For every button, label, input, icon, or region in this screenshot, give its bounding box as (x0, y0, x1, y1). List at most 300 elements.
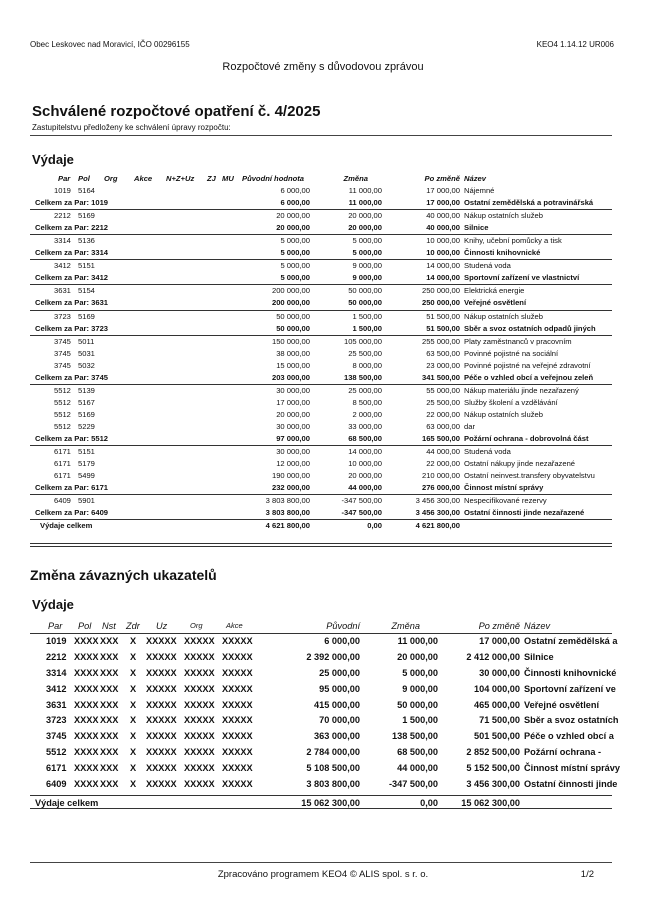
cell-name: Ostatní nákupy jinde nezařazené (464, 459, 576, 469)
cell-after: 63 000,00 (426, 421, 460, 431)
cell-pol: 5179 (78, 459, 95, 469)
cell-pol: XXXX (74, 699, 99, 710)
cell-original: 5 000,00 (280, 273, 310, 283)
document-title: Rozpočtové změny s důvodovou zprávou (222, 61, 424, 73)
cell-pol: 5032 (78, 360, 95, 370)
cell-nst: XXX (100, 667, 119, 678)
cell-pol: 5154 (78, 286, 95, 296)
total-original: 4 621 800,00 (265, 521, 310, 531)
col-header-puvodni: Původní (326, 621, 360, 631)
cell-change: 68 500,00 (397, 747, 438, 758)
cell-name: Povinné pojistné na sociální (464, 348, 559, 358)
table-subtotal-row (30, 272, 612, 284)
cell-par: 5512 (54, 409, 71, 419)
table-row (30, 360, 612, 372)
cell-org: XXXXX (184, 683, 215, 694)
col-header-org: Org (190, 621, 203, 630)
cell-after: 250 000,00 (421, 298, 460, 308)
cell-change: 138 500,00 (343, 372, 382, 382)
col-header-puvodni: Původní hodnota (242, 174, 305, 183)
cell-after: 40 000,00 (426, 211, 460, 221)
cell-after: 17 000,00 (479, 636, 520, 646)
col-header-zmena: Změna (343, 174, 368, 183)
cell-zdr: X (130, 779, 137, 790)
cell-pol: 5169 (78, 311, 95, 321)
cell-change: 8 000,00 (352, 360, 382, 370)
cell-uz: XXXXX (146, 715, 177, 726)
section-title-vydaje: Výdaje (32, 152, 74, 167)
cell-original: 38 000,00 (276, 348, 310, 358)
cell-subtotal-label: Celkem za Par: 3631 (35, 298, 109, 308)
cell-pol: XXXX (74, 667, 99, 678)
cell-uz: XXXXX (146, 651, 177, 662)
cell-nst: XXX (100, 747, 119, 758)
cell-after: 465 000,00 (474, 699, 520, 710)
cell-name: Veřejné osvětlení (464, 298, 527, 308)
cell-original: 363 000,00 (314, 731, 360, 742)
cell-after: 104 000,00 (474, 683, 520, 694)
table-row (30, 745, 612, 761)
cell-name: Silnice (524, 651, 554, 662)
cell-original: 2 392 000,00 (306, 651, 360, 662)
cell-after: 63 500,00 (426, 348, 460, 358)
cell-zdr: X (130, 763, 137, 774)
cell-pol: 5151 (78, 261, 95, 271)
table-row (30, 348, 612, 360)
table-row (30, 458, 612, 470)
cell-after: 51 500,00 (426, 311, 460, 321)
cell-change: 50 000,00 (397, 699, 438, 710)
cell-name: Činnost místní správy (464, 483, 544, 493)
cell-after: 14 000,00 (426, 261, 460, 271)
cell-change: 20 000,00 (348, 211, 382, 221)
col-header-par: Par (48, 621, 63, 631)
cell-after: 341 500,00 (421, 372, 460, 382)
table-subtotal-row (30, 433, 612, 445)
cell-after: 14 000,00 (426, 273, 460, 283)
cell-change: 1 500,00 (402, 715, 438, 726)
table-row (30, 682, 616, 698)
cell-subtotal-label: Celkem za Par: 6171 (35, 483, 109, 493)
cell-original: 2 784 000,00 (306, 747, 360, 758)
total-change: 0,00 (367, 521, 382, 531)
col-header-nst: Nst (102, 621, 116, 631)
cell-name: Nákup ostatních služeb (464, 211, 543, 221)
table-row (30, 409, 612, 421)
cell-after: 255 000,00 (421, 336, 460, 346)
cell-par: 1019 (54, 186, 71, 196)
cell-original: 6 000,00 (280, 198, 310, 208)
cell-original: 3 803 800,00 (265, 496, 310, 506)
cell-original: 20 000,00 (276, 211, 310, 221)
cell-pol: XXXX (74, 715, 99, 726)
cell-change: 105 000,00 (343, 336, 382, 346)
cell-after: 276 000,00 (421, 483, 460, 493)
table-body (30, 634, 620, 793)
cell-pol: 5031 (78, 348, 95, 358)
cell-after: 10 000,00 (426, 248, 460, 258)
cell-par: 6409 (46, 779, 67, 790)
cell-org: XXXXX (184, 651, 215, 662)
table-row (30, 397, 612, 409)
cell-akce: XXXXX (222, 763, 253, 774)
cell-name: Ostatní neinvest.transfery obyvatelstvu (464, 471, 595, 481)
table-row (30, 470, 612, 482)
cell-change: 9 000,00 (402, 683, 438, 694)
cell-change: 44 000,00 (348, 483, 382, 493)
cell-par: 3745 (54, 360, 71, 370)
cell-name: Veřejné osvětlení (524, 699, 600, 710)
cell-uz: XXXXX (146, 747, 177, 758)
cell-change: 33 000,00 (348, 421, 382, 431)
col-header-nzuz: N+Z+Uz (166, 174, 195, 183)
opatreni-title: Schválené rozpočtové opatření č. 4/2025 (32, 103, 321, 120)
cell-after: 22 000,00 (426, 409, 460, 419)
cell-subtotal-label: Celkem za Par: 3723 (35, 323, 109, 333)
cell-subtotal-label: Celkem za Par: 6409 (35, 508, 109, 518)
cell-zdr: X (130, 683, 137, 694)
table-body (30, 185, 612, 519)
cell-name: Elektrická energie (464, 286, 525, 296)
cell-change: 8 500,00 (352, 397, 382, 407)
table-row (30, 777, 618, 793)
col-header-po-zmene: Po změně (478, 621, 520, 631)
table-row (30, 209, 612, 222)
cell-name: Služby školení a vzdělávání (464, 397, 558, 407)
cell-pol: 5901 (78, 496, 95, 506)
cell-name: Nákup ostatních služeb (464, 311, 543, 321)
cell-org: XXXXX (184, 715, 215, 726)
col-header-org: Org (104, 174, 118, 183)
cell-original: 190 000,00 (271, 471, 310, 481)
cell-after: 51 500,00 (426, 323, 460, 333)
cell-par: 6171 (54, 459, 71, 469)
cell-zdr: X (130, 699, 137, 710)
cell-original: 70 000,00 (319, 715, 360, 726)
cell-uz: XXXXX (146, 699, 177, 710)
cell-pol: XXXX (74, 651, 99, 662)
cell-subtotal-label: Celkem za Par: 3314 (35, 248, 109, 258)
table-row (30, 185, 612, 197)
cell-akce: XXXXX (222, 747, 253, 758)
cell-pol: 5164 (78, 186, 95, 196)
cell-original: 30 000,00 (276, 447, 310, 457)
cell-original: 30 000,00 (276, 421, 310, 431)
cell-change: 50 000,00 (348, 286, 382, 296)
cell-name: Ostatní zemědělská a potravinářská (464, 198, 594, 208)
cell-par: 3745 (54, 348, 71, 358)
cell-change: -347 500,00 (388, 779, 438, 790)
cell-pol: 5169 (78, 211, 95, 221)
cell-original: 50 000,00 (276, 323, 310, 333)
cell-akce: XXXXX (222, 731, 253, 742)
col-header-mu: MU (222, 174, 234, 183)
cell-name: Sportovní zařízení ve (524, 683, 616, 694)
cell-name: Sběr a svoz ostatních odpadů jiných (464, 323, 596, 333)
cell-subtotal-label: Celkem za Par: 1019 (35, 198, 109, 208)
cell-par: 3723 (54, 311, 71, 321)
col-header-zj: ZJ (207, 174, 216, 183)
cell-org: XXXXX (184, 731, 215, 742)
cell-zdr: X (130, 715, 137, 726)
cell-name: Požární ochrana - (524, 747, 602, 758)
divider (30, 546, 612, 547)
cell-par: 6171 (46, 763, 67, 774)
cell-name: Ostatní zemědělská a (524, 636, 618, 646)
table-row (30, 259, 612, 272)
cell-original: 5 000,00 (280, 236, 310, 246)
cell-org: XXXXX (184, 747, 215, 758)
cell-org: XXXXX (184, 779, 215, 790)
cell-change: 5 000,00 (402, 667, 438, 678)
cell-uz: XXXXX (146, 763, 177, 774)
cell-after: 2 412 000,00 (466, 651, 520, 662)
cell-name: Péče o vzhled obcí a (524, 731, 614, 742)
cell-after: 3 456 300,00 (466, 779, 520, 790)
cell-after: 40 000,00 (426, 223, 460, 233)
page-number: 1/2 (580, 869, 594, 880)
cell-change: 5 000,00 (352, 236, 382, 246)
cell-name: Sběr a svoz ostatních (524, 715, 619, 726)
cell-subtotal-label: Celkem za Par: 3412 (35, 273, 109, 283)
cell-after: 55 000,00 (426, 385, 460, 395)
divider (30, 543, 612, 544)
cell-after: 501 500,00 (474, 731, 520, 742)
cell-par: 3631 (46, 699, 67, 710)
table-row (30, 729, 612, 745)
cell-after: 210 000,00 (421, 471, 460, 481)
cell-after: 22 000,00 (426, 459, 460, 469)
cell-org: XXXXX (184, 636, 215, 646)
cell-nst: XXX (100, 651, 119, 662)
cell-pol: 5169 (78, 409, 95, 419)
divider (30, 808, 612, 809)
cell-name: Ostatní činnosti jinde nezařazené (464, 508, 585, 518)
table-total-row (30, 795, 612, 812)
cell-subtotal-label: Celkem za Par: 3745 (35, 372, 109, 382)
cell-akce: XXXXX (222, 683, 253, 694)
cell-nst: XXX (100, 683, 119, 694)
cell-original: 97 000,00 (276, 433, 310, 443)
total-after: 15 062 300,00 (461, 797, 520, 808)
cell-original: 150 000,00 (271, 336, 310, 346)
cell-after: 17 000,00 (426, 198, 460, 208)
divider (30, 862, 612, 863)
cell-pol: XXXX (74, 683, 99, 694)
cell-par: 3314 (46, 667, 67, 678)
cell-par: 5512 (54, 385, 71, 395)
cell-par: 3314 (54, 236, 71, 246)
opatreni-table (30, 173, 612, 532)
cell-change: 20 000,00 (348, 471, 382, 481)
table-subtotal-row (30, 372, 612, 384)
table-row (30, 445, 612, 458)
cell-original: 3 803 800,00 (306, 779, 360, 790)
table-total-row (30, 519, 612, 532)
ukazatele-title: Změna závazných ukazatelů (30, 567, 217, 583)
cell-zdr: X (130, 747, 137, 758)
cell-name: Sportovní zařízení ve vlastnictví (464, 273, 580, 283)
table-header (30, 173, 612, 185)
cell-zdr: X (130, 651, 137, 662)
cell-par: 5512 (54, 397, 71, 407)
cell-original: 95 000,00 (319, 683, 360, 694)
total-label: Výdaje celkem (35, 797, 99, 808)
cell-nst: XXX (100, 636, 119, 646)
col-header-pol: Pol (78, 621, 92, 631)
cell-pol: XXXX (74, 636, 99, 646)
cell-change: 25 000,00 (348, 385, 382, 395)
cell-pol: XXXX (74, 747, 99, 758)
cell-pol: 5151 (78, 447, 95, 457)
cell-zdr: X (130, 636, 137, 646)
cell-uz: XXXXX (146, 683, 177, 694)
col-header-zmena: Změna (391, 621, 420, 631)
table-row (30, 335, 612, 348)
cell-original: 50 000,00 (276, 311, 310, 321)
cell-name: Povinné pojistné na veřejné zdravotní (464, 360, 591, 370)
cell-nst: XXX (100, 715, 119, 726)
cell-change: 68 500,00 (348, 433, 382, 443)
table-row (30, 650, 612, 666)
cell-name: Požární ochrana - dobrovolná část (464, 433, 589, 443)
table-subtotal-row (30, 247, 612, 259)
cell-after: 10 000,00 (426, 236, 460, 246)
cell-after: 3 456 300,00 (415, 496, 460, 506)
cell-change: 2 000,00 (352, 409, 382, 419)
cell-pol: 5499 (78, 471, 95, 481)
cell-change: 20 000,00 (348, 223, 382, 233)
cell-original: 17 000,00 (276, 397, 310, 407)
cell-akce: XXXXX (222, 715, 253, 726)
col-header-par: Par (58, 174, 71, 183)
table-row (30, 284, 612, 297)
table-row (30, 761, 620, 777)
cell-name: Platy zaměstnanců v pracovním (464, 336, 572, 346)
cell-par: 6409 (54, 496, 71, 506)
cell-par: 3723 (46, 715, 67, 726)
cell-original: 15 000,00 (276, 360, 310, 370)
cell-zdr: X (130, 731, 137, 742)
cell-original: 20 000,00 (276, 409, 310, 419)
cell-after: 250 000,00 (421, 286, 460, 296)
cell-pol: XXXX (74, 731, 99, 742)
cell-after: 23 000,00 (426, 360, 460, 370)
cell-name: Nákup materiálu jinde nezařazený (464, 385, 579, 395)
cell-akce: XXXXX (222, 667, 253, 678)
total-change: 0,00 (420, 797, 438, 808)
col-header-nazev: Název (464, 174, 486, 183)
cell-akce: XXXXX (222, 651, 253, 662)
cell-pol: XXXX (74, 779, 99, 790)
cell-nst: XXX (100, 731, 119, 742)
cell-change: 11 000,00 (397, 636, 438, 646)
cell-name: Činnost místní správy (524, 763, 620, 774)
cell-pol: 5011 (78, 336, 95, 346)
cell-change: 1 500,00 (352, 323, 382, 333)
cell-pol: 5139 (78, 385, 95, 395)
table-row (30, 384, 612, 397)
cell-name: Činnosti knihovnické (524, 667, 617, 678)
col-header-po-zmene: Po změně (424, 174, 460, 183)
cell-par: 5512 (46, 747, 67, 758)
cell-name: dar (464, 421, 475, 431)
cell-change: 14 000,00 (348, 447, 382, 457)
cell-nst: XXX (100, 763, 119, 774)
cell-name: Studená voda (464, 447, 511, 457)
cell-original: 20 000,00 (276, 223, 310, 233)
cell-name: Knihy, učební pomůcky a tisk (464, 236, 562, 246)
cell-after: 30 000,00 (479, 667, 520, 678)
cell-pol: XXXX (74, 763, 99, 774)
cell-change: 1 500,00 (352, 311, 382, 321)
ukazatele-table (30, 619, 620, 812)
cell-change: 9 000,00 (352, 273, 382, 283)
col-header-zdr: Zdr (126, 621, 140, 631)
cell-after: 71 500,00 (479, 715, 520, 726)
cell-name: Činnosti knihovnické (464, 248, 541, 258)
table-subtotal-row (30, 197, 612, 209)
cell-original: 232 000,00 (271, 483, 310, 493)
cell-after: 25 500,00 (426, 397, 460, 407)
cell-pol: 5229 (78, 421, 95, 431)
cell-zdr: X (130, 667, 137, 678)
cell-change: 44 000,00 (397, 763, 438, 774)
cell-change: 9 000,00 (352, 261, 382, 271)
cell-change: 11 000,00 (348, 198, 382, 208)
cell-uz: XXXXX (146, 779, 177, 790)
cell-change: 11 000,00 (348, 186, 382, 196)
cell-name: Studená voda (464, 261, 511, 271)
header-organization: Obec Leskovec nad Moravicí, IČO 00296155 (30, 40, 190, 49)
table-subtotal-row (30, 222, 612, 234)
table-row (30, 666, 617, 682)
cell-pol: 5136 (78, 236, 95, 246)
cell-nst: XXX (100, 699, 119, 710)
header-program-version: KEO4 1.14.12 UR006 (536, 40, 614, 49)
cell-after: 165 500,00 (421, 433, 460, 443)
cell-par: 3745 (46, 731, 67, 742)
cell-nst: XXX (100, 779, 119, 790)
cell-par: 2212 (46, 651, 67, 662)
table-row (30, 494, 612, 507)
cell-original: 5 000,00 (280, 248, 310, 258)
cell-par: 3631 (54, 286, 71, 296)
cell-original: 25 000,00 (319, 667, 360, 678)
cell-original: 203 000,00 (271, 372, 310, 382)
table-subtotal-row (30, 323, 612, 335)
cell-original: 200 000,00 (271, 298, 310, 308)
total-after: 4 621 800,00 (415, 521, 460, 531)
cell-change: 50 000,00 (348, 298, 382, 308)
cell-original: 5 108 500,00 (306, 763, 360, 774)
footer-text: Zpracováno programem KEO4 © ALIS spol. s r. o. (217, 869, 429, 880)
cell-uz: XXXXX (146, 731, 177, 742)
cell-name: Ostatní činnosti jinde (524, 779, 618, 790)
section-title-vydaje-2: Výdaje (32, 597, 74, 612)
cell-original: 6 000,00 (280, 186, 310, 196)
cell-after: 17 000,00 (426, 186, 460, 196)
cell-org: XXXXX (184, 667, 215, 678)
table-row (30, 234, 612, 247)
col-header-pol: Pol (78, 174, 90, 183)
cell-name: Silnice (464, 223, 489, 233)
cell-org: XXXXX (184, 763, 215, 774)
cell-original: 12 000,00 (276, 459, 310, 469)
cell-change: 25 500,00 (348, 348, 382, 358)
cell-after: 5 152 500,00 (466, 763, 520, 774)
cell-original: 5 000,00 (280, 261, 310, 271)
